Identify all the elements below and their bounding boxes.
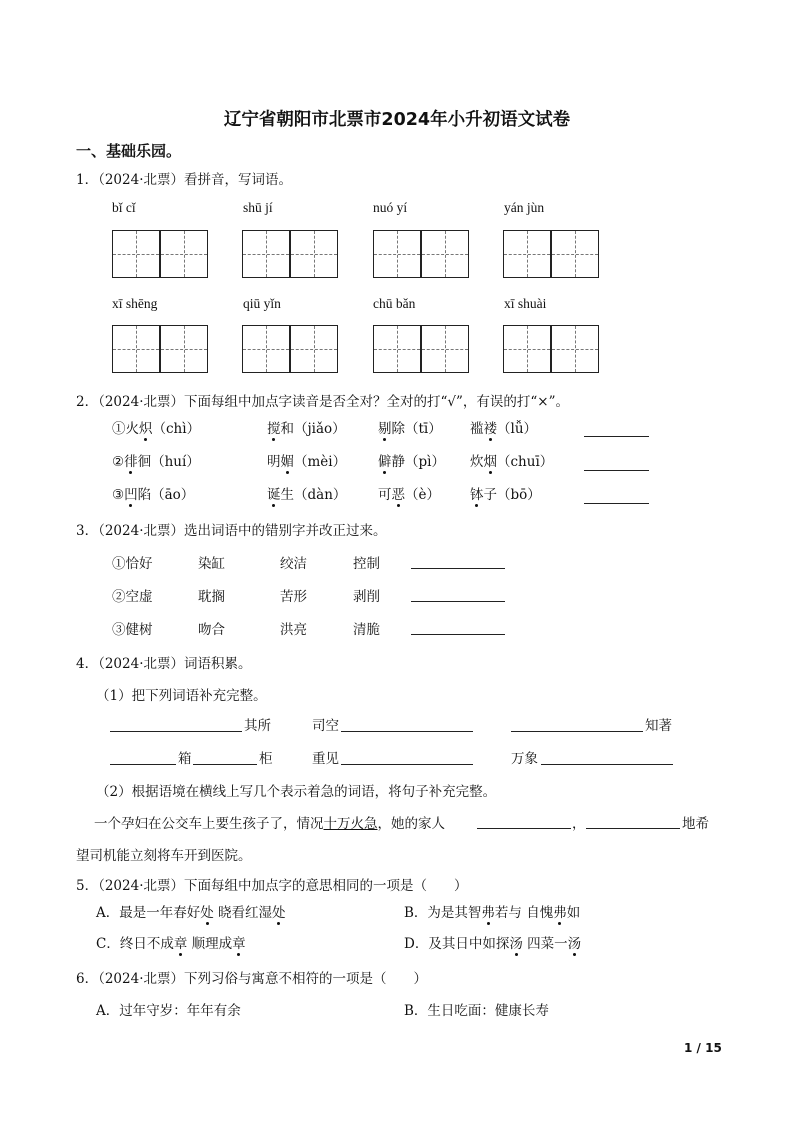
- answer-blank[interactable]: [511, 716, 643, 732]
- pinyin-label: chū bǎn: [373, 296, 416, 311]
- word-item: ①恰好: [112, 556, 153, 572]
- word-item: 清脆: [353, 622, 380, 638]
- pinyin-label: shū jí: [243, 200, 273, 215]
- reading-item: 褴褛（lǚ）: [470, 417, 537, 437]
- answer-blank[interactable]: [584, 455, 649, 471]
- writing-grid-cell[interactable]: [290, 325, 338, 373]
- question-3-stem: 3．（2024·北票）选出词语中的错别字并改正过来。: [76, 523, 387, 539]
- reading-item: 搅和（jiǎo）: [267, 417, 346, 437]
- word-item: 吻合: [198, 622, 225, 638]
- answer-blank[interactable]: [477, 813, 571, 829]
- option-a[interactable]: A．最是一年春好处 晓看红湿处: [96, 901, 286, 921]
- reading-item: 钵子（bō）: [470, 483, 541, 503]
- word-item: 绞洁: [280, 556, 307, 572]
- reading-item: 剔除（tī）: [378, 417, 442, 437]
- answer-blank[interactable]: [110, 716, 242, 732]
- word-item: 耽搁: [198, 589, 225, 605]
- option-c[interactable]: C．终日不成章 顺理成章: [96, 932, 246, 952]
- reading-item: 僻静（pì）: [378, 450, 445, 470]
- reading-item: ②徘徊（huí）: [112, 450, 200, 470]
- passage-line: 一个孕妇在公交车上要生孩子了，情况十万火急，她的家人: [94, 816, 445, 832]
- answer-blank[interactable]: [586, 813, 680, 829]
- writing-grid-cell[interactable]: [290, 230, 338, 278]
- reading-item: 诞生（dàn）: [267, 483, 346, 503]
- reading-item: 炊烟（chuī）: [470, 450, 553, 470]
- page-number: 1 / 15: [684, 1041, 722, 1055]
- idiom-fragment: 其所: [244, 718, 271, 734]
- pinyin-label: bǐ cǐ: [112, 200, 136, 215]
- answer-blank[interactable]: [193, 749, 257, 765]
- question-6-stem: 6．（2024·北票）下列习俗与寓意不相符的一项是（ ）: [76, 971, 427, 987]
- writing-grid-cell[interactable]: [373, 230, 421, 278]
- writing-grid-cell[interactable]: [421, 230, 469, 278]
- idiom-fragment: 重见: [312, 751, 339, 767]
- word-item: ③健树: [112, 622, 153, 638]
- word-item: 剥削: [353, 589, 380, 605]
- page-title: 辽宁省朝阳市北票市2024年小升初语文试卷: [223, 110, 571, 130]
- idiom-fragment: 柜: [259, 751, 273, 767]
- pinyin-label: yán jùn: [504, 200, 545, 215]
- answer-blank[interactable]: [110, 749, 176, 765]
- word-item: 苦形: [280, 589, 307, 605]
- answer-blank[interactable]: [341, 716, 473, 732]
- reading-item: 可恶（è）: [378, 483, 440, 503]
- word-item: 洪亮: [280, 622, 307, 638]
- word-item: ②空虚: [112, 589, 153, 605]
- option-d[interactable]: D．及其日中如探汤 四菜一汤: [404, 932, 581, 952]
- sub-question-2: （2）根据语境在横线上写几个表示着急的词语，将句子补充完整。: [96, 784, 497, 800]
- writing-grid-cell[interactable]: [373, 325, 421, 373]
- option-b[interactable]: B．生日吃面：健康长寿: [404, 1003, 549, 1019]
- writing-grid-cell[interactable]: [112, 230, 160, 278]
- writing-grid-cell[interactable]: [112, 325, 160, 373]
- answer-blank[interactable]: [411, 553, 505, 569]
- writing-grid-cell[interactable]: [551, 230, 599, 278]
- writing-grid-cell[interactable]: [242, 325, 290, 373]
- word-item: 染缸: [198, 556, 225, 572]
- sub-question-1: （1）把下列词语补充完整。: [96, 688, 267, 704]
- pinyin-label: xī shuài: [504, 296, 547, 311]
- reading-item: 明媚（mèi）: [267, 450, 346, 470]
- question-1-stem: 1．（2024·北票）看拼音，写词语。: [76, 172, 292, 188]
- question-2-stem: 2．（2024·北票）下面每组中加点字读音是否全对？全对的打“√”，有误的打“×”。: [76, 394, 570, 410]
- answer-blank[interactable]: [411, 586, 505, 602]
- reading-item: ③凹陷（āo）: [112, 483, 194, 503]
- writing-grid-cell[interactable]: [160, 325, 208, 373]
- option-a[interactable]: A．过年守岁：年年有余: [96, 1003, 241, 1019]
- answer-blank[interactable]: [584, 421, 649, 437]
- pinyin-label: nuó yí: [373, 200, 408, 215]
- idiom-fragment: 箱: [178, 751, 192, 767]
- answer-blank[interactable]: [541, 749, 673, 765]
- writing-grid-cell[interactable]: [160, 230, 208, 278]
- idiom-fragment: 司空: [312, 718, 339, 734]
- word-item: 控制: [353, 556, 380, 572]
- writing-grid-cell[interactable]: [503, 230, 551, 278]
- pinyin-label: qiū yǐn: [243, 296, 281, 311]
- option-b[interactable]: B．为是其智弗若与 自愧弗如: [404, 901, 580, 921]
- passage-tail: 地希: [682, 816, 709, 832]
- writing-grid-cell[interactable]: [242, 230, 290, 278]
- section-heading: 一、基础乐园。: [76, 142, 182, 160]
- passage-comma: ，: [572, 816, 586, 832]
- writing-grid-cell[interactable]: [503, 325, 551, 373]
- reading-item: ①火炽（chì）: [112, 417, 200, 437]
- pinyin-label: xī shēng: [112, 296, 158, 311]
- passage-line: 望司机能立刻将车开到医院。: [76, 848, 252, 864]
- idiom-fragment: 知著: [645, 718, 672, 734]
- answer-blank[interactable]: [584, 488, 649, 504]
- idiom-fragment: 万象: [511, 751, 538, 767]
- writing-grid-cell[interactable]: [421, 325, 469, 373]
- answer-blank[interactable]: [411, 619, 505, 635]
- question-4-stem: 4．（2024·北票）词语积累。: [76, 656, 252, 672]
- writing-grid-cell[interactable]: [551, 325, 599, 373]
- answer-blank[interactable]: [341, 749, 473, 765]
- question-5-stem: 5．（2024·北票）下面每组中加点字的意思相同的一项是（ ）: [76, 878, 468, 894]
